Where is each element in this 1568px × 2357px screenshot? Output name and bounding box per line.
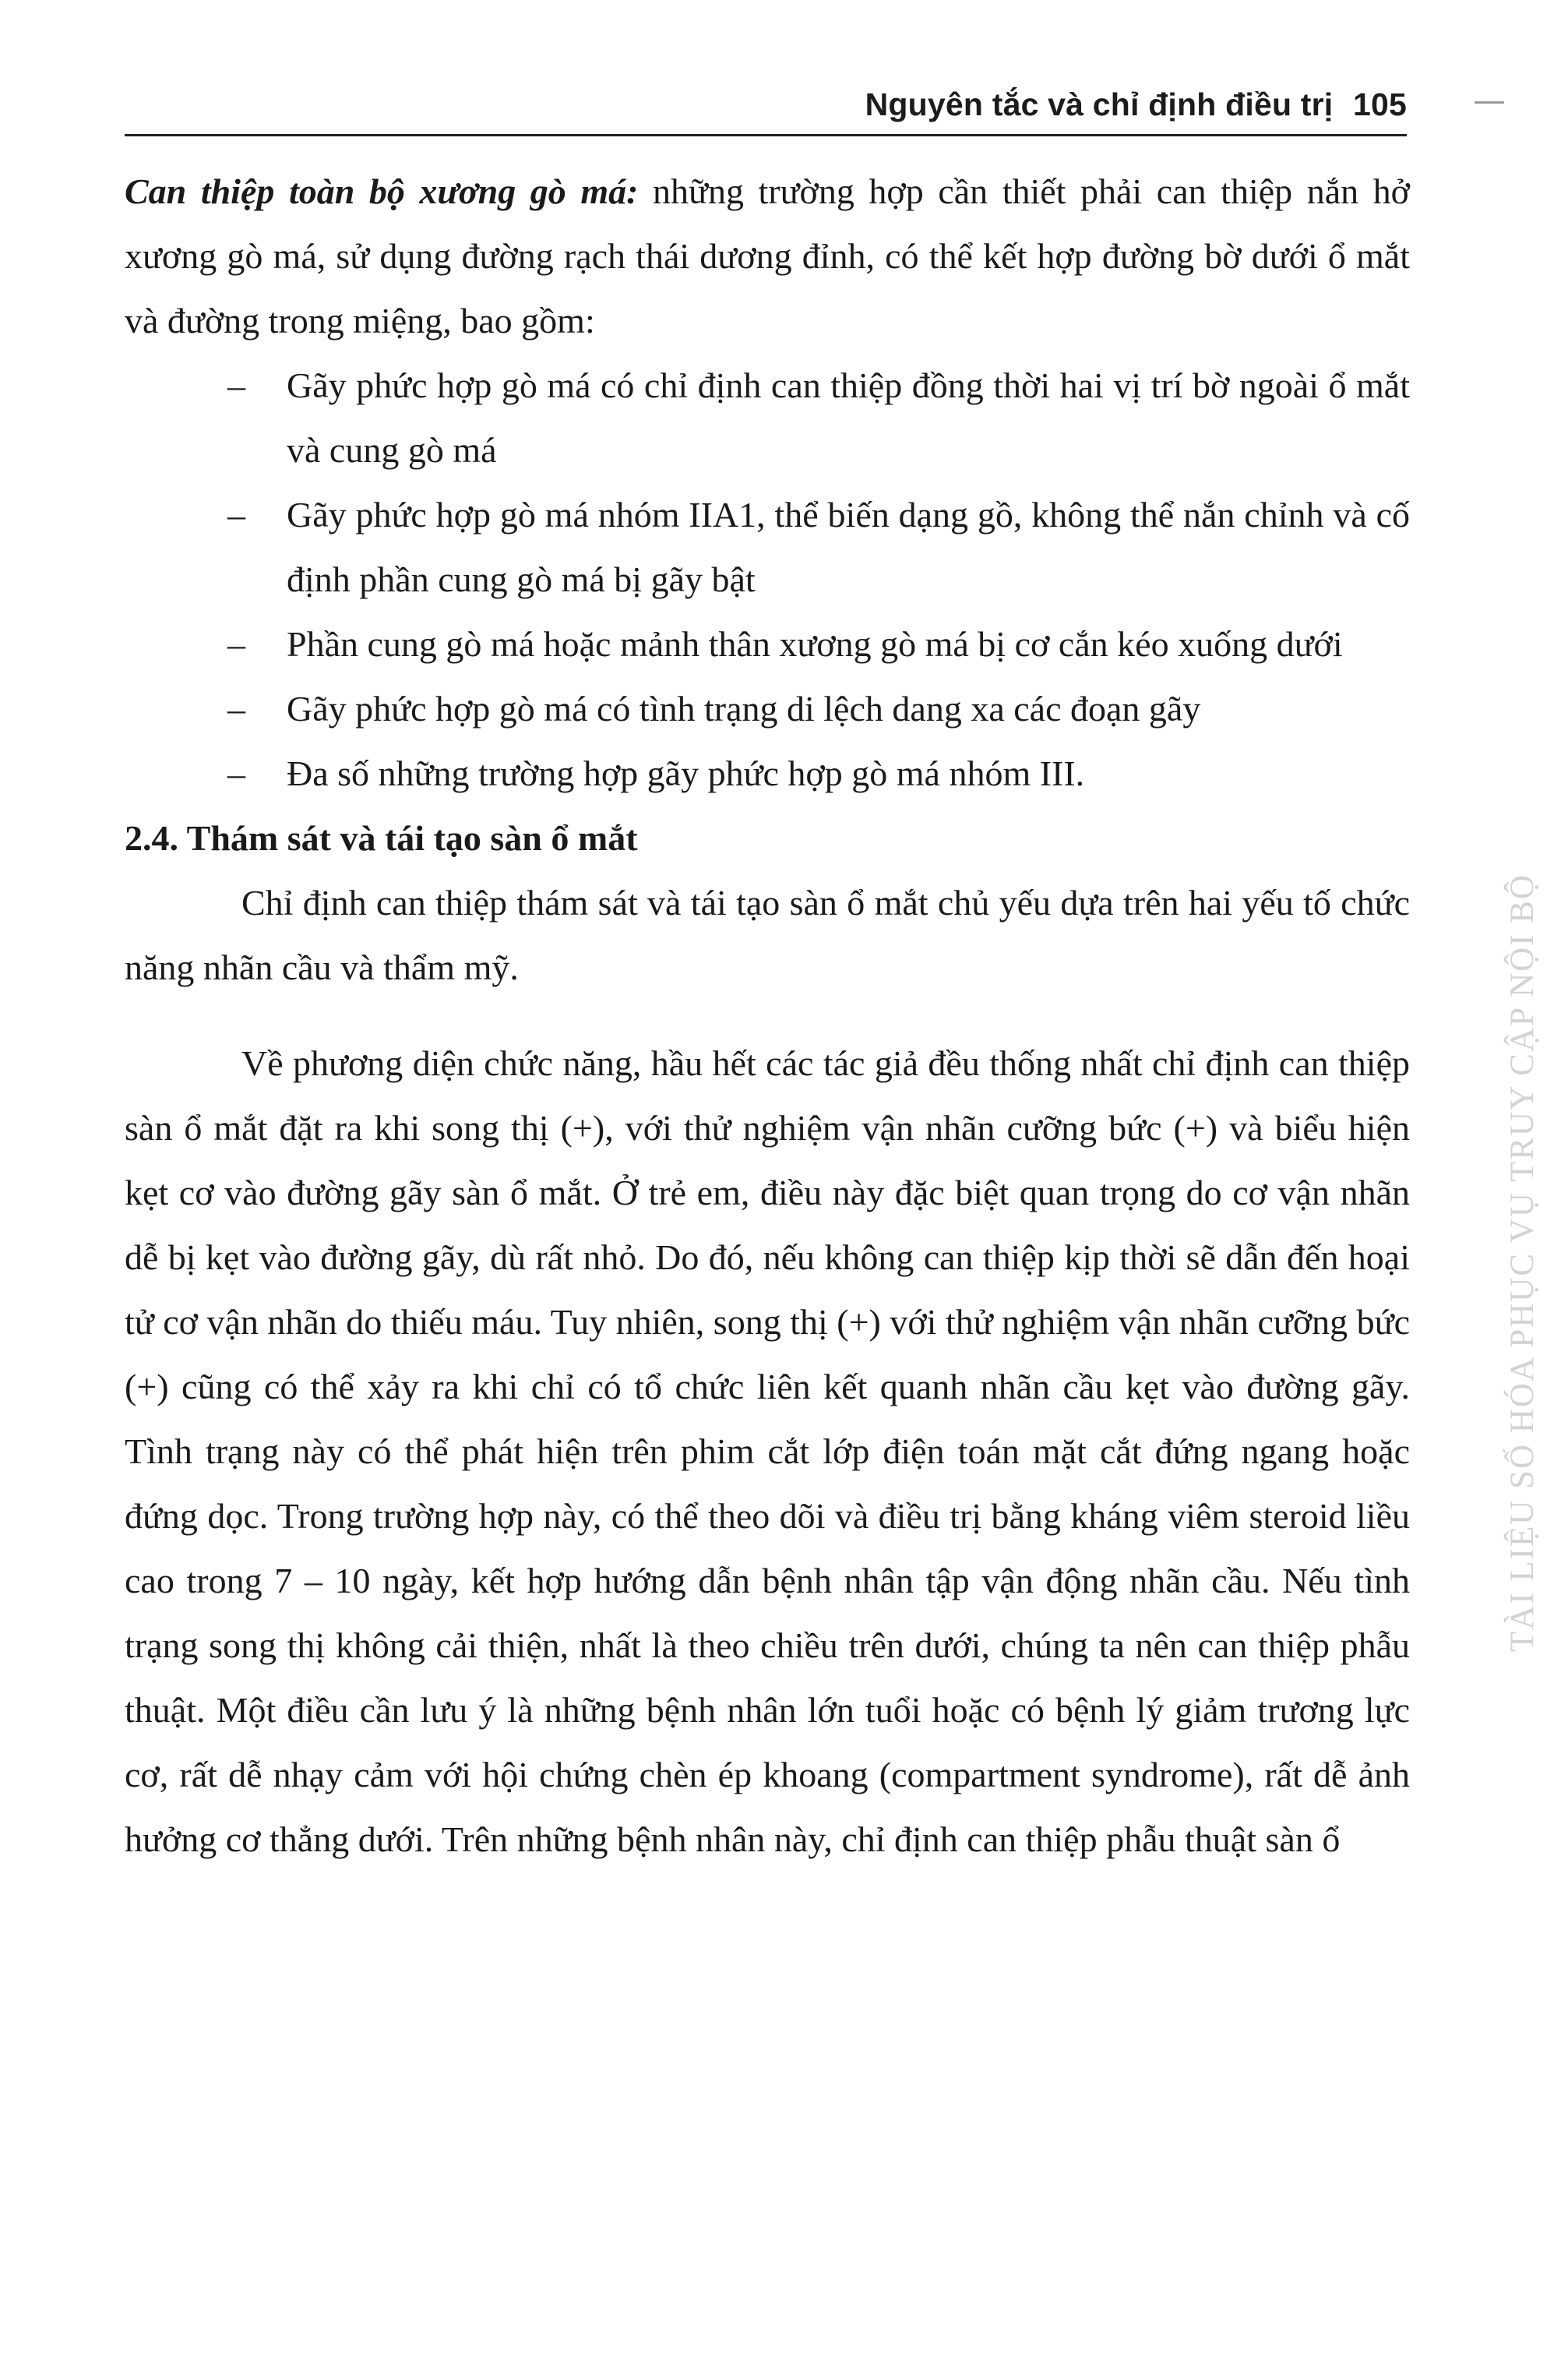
list-item: [227, 676, 1410, 741]
section-paragraph-1: Chỉ định can thiệp thám sát và tái tạo sàn ổ mắt chủ yếu dựa trên hai yếu tố chức năng nhãn cầu và thẩm mỹ.: [125, 883, 1410, 987]
list-item-text: Gãy phức hợp gò má nhóm IIA1, thể biến dạng gồ, không thể nắn chỉnh và cố định phần cung gò má bị gãy bật: [287, 495, 1410, 599]
list-item-text: Phần cung gò má hoặc mảnh thân xương gò má bị cơ cắn kéo xuống dưới: [287, 624, 1343, 664]
bullet-dash: –: [227, 753, 245, 793]
list-item: [227, 482, 1410, 612]
list-item: [227, 612, 1410, 676]
intro-lead-phrase: Can thiệp toàn bộ xương gò má:: [125, 171, 639, 211]
list-item-text: Gãy phức hợp gò má có tình trạng di lệch dang xa các đoạn gãy: [287, 689, 1201, 729]
intro-text: những trường hợp cần thiết phải can thiệp nắn hở xương gò má, sử dụng đường rạch thái dương đỉnh, có thể kết hợp đường bờ dưới ổ mắt và đường trong miệng, bao gồm:: [125, 171, 1410, 340]
paragraph-gap: [125, 1000, 1410, 1031]
section-paragraph-2: Về phương diện chức năng, hầu hết các tác giả đều thống nhất chỉ định can thiệp sàn ổ mắt đặt ra khi song thị (+), với thử nghiệm vận nhãn cưỡng bức (+) và biểu hiện kẹt cơ vào đường gãy sàn ổ mắt. Ở trẻ em, điều này đặc biệt quan trọng do cơ vận nhãn dễ bị kẹt vào đường gãy, dù rất nhỏ. Do đó, nếu không can thiệp kịp thời sẽ dẫn đến hoại tử cơ vận nhãn do thiếu máu. Tuy nhiên, song thị (+) với thử nghiệm vận nhãn cưỡng bức (+) cũng có thể xảy ra khi chỉ có tổ chức liên kết quanh nhãn cầu kẹt vào đường gãy. Tình trạng này có thể phát hiện trên phim cắt lớp điện toán mặt cắt đứng ngang hoặc đứng dọc. Trong trường hợp này, có thể theo dõi và điều trị bằng kháng viêm steroid liều cao trong 7 – 10 ngày, kết hợp hướng dẫn bệnh nhân tập vận động nhãn cầu. Nếu tình trạng song thị không cải thiện, nhất là theo chiều trên dưới, chúng ta nên can thiệp phẫu thuật. Một điều cần lưu ý là những bệnh nhân lớn tuổi hoặc có bệnh lý giảm trương lực cơ, rất dễ nhạy cảm với hội chứng chèn ép khoang (compartment syndrome), rất dễ ảnh hưởng cơ thẳng dưới. Trên những bệnh nhân này, chỉ định can thiệp phẫu thuật sàn ổ: [125, 1043, 1411, 1859]
bullet-dash: –: [227, 689, 245, 729]
bullet-dash: –: [227, 624, 245, 664]
page-number: 105: [1352, 86, 1407, 122]
intro-paragraph: [125, 159, 1410, 353]
body-text: [125, 159, 1410, 1872]
list-item-text: Đa số những trường hợp gãy phức hợp gò má nhóm III.: [287, 753, 1085, 793]
list-item-text: Gãy phức hợp gò má có chỉ định can thiệp đồng thời hai vị trí bờ ngoài ổ mắt và cung gò má: [287, 365, 1410, 470]
bullet-dash: –: [227, 495, 245, 535]
bullet-dash: –: [227, 365, 245, 405]
running-title: [865, 86, 1407, 123]
list-item: [227, 353, 1410, 482]
header-margin-mark: [1475, 101, 1504, 104]
section-heading: 2.4. Thám sát và tái tạo sàn ổ mắt: [125, 818, 638, 858]
running-title-text: Nguyên tắc và chỉ định điều trị: [865, 86, 1334, 122]
page-header: [125, 72, 1407, 136]
indication-list: [125, 353, 1410, 806]
list-item: [227, 741, 1410, 806]
library-watermark: TÀI LIỆU SỐ HÓA PHỤC VỤ TRUY CẬP NỘI BỘ: [1504, 873, 1541, 1652]
